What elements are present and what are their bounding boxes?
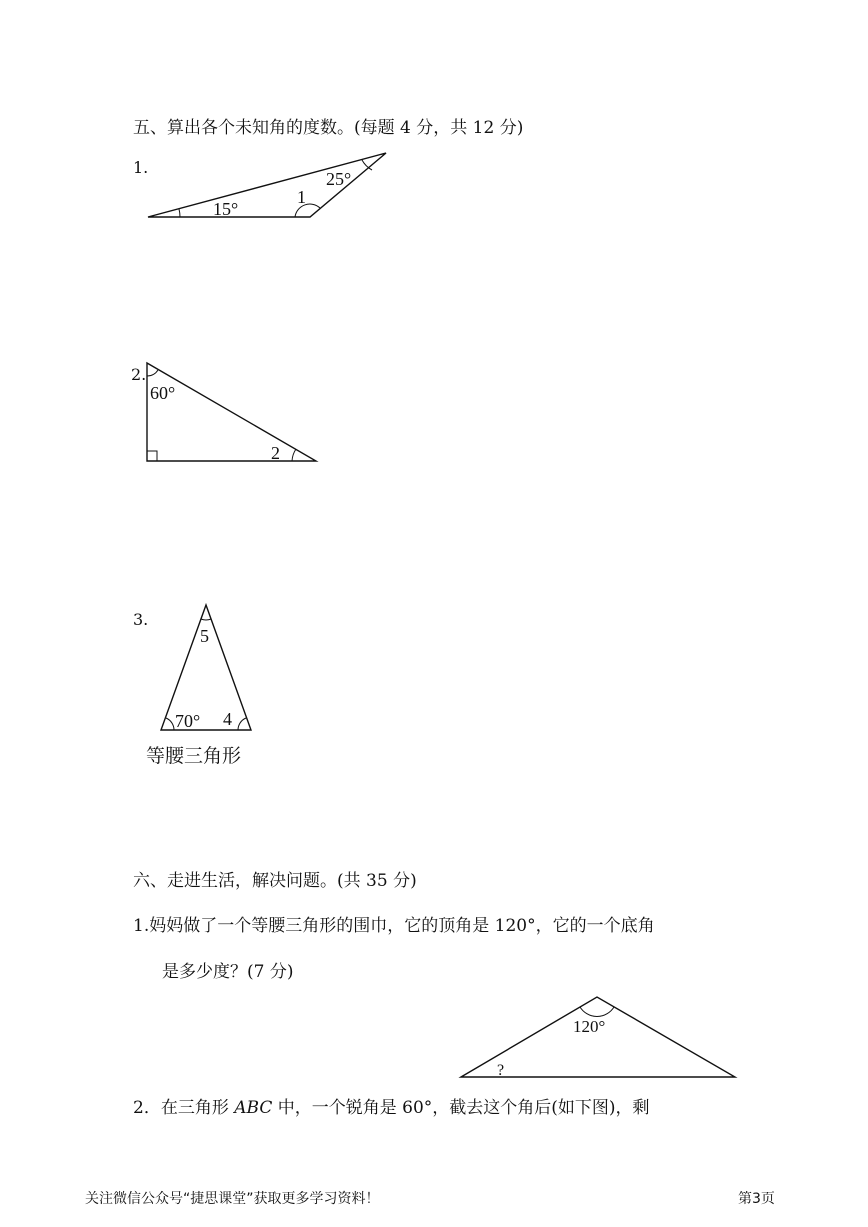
triangle-2-right-angle-mark xyxy=(147,451,157,461)
section6-title: 六、走进生活，解决问题。(共 35 分) xyxy=(133,871,417,891)
triangle-3 xyxy=(161,605,251,731)
scarf-triangle xyxy=(461,997,735,1079)
page-number: 第3页 xyxy=(738,1191,775,1207)
section6-q2-abc: ABC xyxy=(234,1098,273,1118)
scarf-triangle-arc-apex xyxy=(580,1007,614,1016)
triangle-1-angle-1: 1 xyxy=(297,187,306,207)
triangle-2 xyxy=(147,363,316,463)
q2-label: 2. xyxy=(131,365,147,384)
section6-q2-suffix: 中，一个锐角是 60°，截去这个角后(如下图)，剩 xyxy=(272,1098,650,1118)
triangle-1-angle-25: 25° xyxy=(326,169,352,189)
triangle-2-angle-60: 60° xyxy=(150,383,176,403)
q3-label: 3. xyxy=(133,610,149,629)
triangle-3-caption: 等腰三角形 xyxy=(146,745,242,767)
triangle-3-arc-right xyxy=(238,718,246,730)
section6-q2-prefix: 2．在三角形 xyxy=(133,1098,235,1118)
triangle-2-arc-right xyxy=(292,449,296,461)
triangle-2-outline xyxy=(147,363,316,461)
scarf-triangle-angle-unknown: ? xyxy=(497,1062,505,1079)
q1-label: 1. xyxy=(133,158,149,177)
triangle-3-arc-left xyxy=(166,718,174,730)
scarf-triangle-angle-120: 120° xyxy=(573,1017,606,1036)
triangle-1 xyxy=(148,153,386,219)
triangle-3-angle-70: 70° xyxy=(175,711,201,731)
section6-q2-line1 xyxy=(133,1097,650,1119)
triangle-1-arc-left xyxy=(179,209,180,217)
triangle-1-angle-15: 15° xyxy=(213,199,239,219)
triangle-2-angle-2: 2 xyxy=(271,443,280,463)
triangle-3-arc-top xyxy=(201,619,211,620)
section6-q1-line1: 1.妈妈做了一个等腰三角形的围巾，它的顶角是 120°，它的一个底角 xyxy=(133,916,655,936)
triangle-3-angle-5: 5 xyxy=(200,626,209,646)
triangle-3-angle-4: 4 xyxy=(223,709,232,729)
footer-note: 关注微信公众号“捷思课堂”获取更多学习资料！ xyxy=(85,1191,380,1207)
section5-title: 五、算出各个未知角的度数。(每题 4 分，共 12 分) xyxy=(133,118,524,138)
section6-q1-line2: 是多少度？(7 分) xyxy=(162,962,294,982)
triangle-2-arc-top xyxy=(147,370,158,376)
